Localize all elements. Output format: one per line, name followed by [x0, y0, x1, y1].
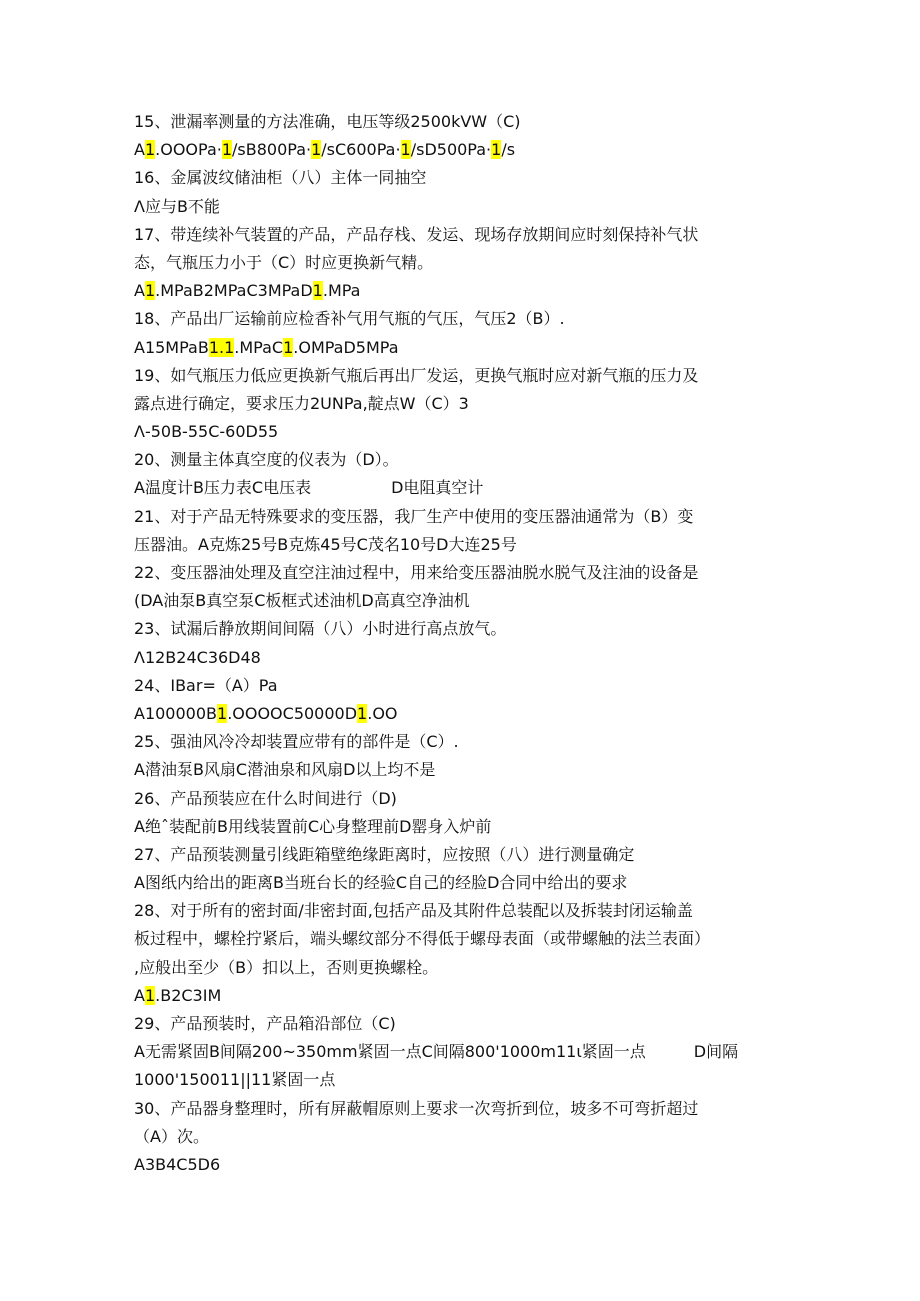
- text-segment: .OOOPa·: [155, 140, 222, 160]
- text-line: [134, 136, 794, 164]
- highlighted-text: 1: [144, 985, 156, 1005]
- text-segment: .MPaC: [234, 337, 284, 357]
- text-segment: A15MPaB: [134, 337, 209, 357]
- text-segment: Λ12B24C36D48: [134, 647, 261, 667]
- text-line: [134, 672, 794, 700]
- text-segment: 1000'150011||11紧固一点: [134, 1070, 336, 1090]
- text-segment: Λ应与B不能: [134, 196, 220, 216]
- highlighted-text: 1: [311, 140, 322, 160]
- text-segment: A100000B: [134, 703, 217, 723]
- text-segment: 30、产品器身整理时，所有屏蔽帽原则上要求一次弯折到位，坡多不可弯折超过: [134, 1098, 699, 1118]
- text-line: [134, 362, 794, 390]
- text-line: [134, 954, 794, 982]
- text-line: [134, 615, 794, 643]
- text-line: [134, 474, 794, 502]
- text-line: [134, 1038, 794, 1066]
- text-line: [134, 644, 794, 672]
- text-segment: A无需紧固B间隔200~350mm紧固一点C间隔800'1000m11ι紧固一点 D间隔: [134, 1042, 739, 1062]
- text-line: [134, 503, 794, 531]
- highlighted-text: 1.1: [208, 337, 235, 357]
- text-line: [134, 756, 794, 784]
- text-line: [134, 1151, 794, 1179]
- text-segment: A: [134, 281, 145, 301]
- text-segment: A潜油泵B风扇C潜油泉和风扇D以上均不是: [134, 760, 436, 780]
- text-line: [134, 531, 794, 559]
- text-line: [134, 1123, 794, 1151]
- text-segment: 露点进行确定，要求压力2UNPa,靛点W（C）3: [134, 393, 469, 413]
- text-segment: ∕s: [501, 140, 516, 160]
- text-segment: (DA油泵B真空泵C板框式述油机D高真空净油机: [134, 591, 470, 611]
- text-segment: 26、产品预装应在什么时间进行（D): [134, 788, 397, 808]
- highlighted-text: 1: [144, 140, 156, 160]
- text-segment: .OO: [367, 703, 398, 723]
- text-segment: ∕sC600Pa·: [321, 140, 401, 160]
- text-line: [134, 700, 794, 728]
- text-segment: ∕sD500Pa·: [410, 140, 492, 160]
- text-line: [134, 869, 794, 897]
- text-segment: 24、IBar=（A）Pa: [134, 675, 278, 695]
- text-segment: ,应般出至少（B）扣以上，否则更换螺栓。: [134, 957, 439, 977]
- text-line: [134, 559, 794, 587]
- text-segment: 28、对于所有的密封面/非密封面,包括产品及其附件总装配以及拆装封闭运输盖: [134, 901, 693, 921]
- text-line: [134, 221, 794, 249]
- text-line: [134, 728, 794, 756]
- text-segment: 23、试漏后静放期间间隔（八）小时进行高点放气。: [134, 619, 507, 639]
- text-line: [134, 982, 794, 1010]
- highlighted-text: 1: [491, 140, 502, 160]
- text-line: [134, 193, 794, 221]
- text-line: [134, 1066, 794, 1094]
- text-line: [134, 587, 794, 615]
- text-segment: 17、带连续补气装置的产品，产品存栈、发运、现场存放期间应时刻保持补气状: [134, 224, 699, 244]
- highlighted-text: 1: [400, 140, 411, 160]
- text-line: [134, 390, 794, 418]
- text-segment: Λ-50B-55C-60D55: [134, 422, 279, 442]
- text-segment: 29、产品预装时，产品箱沿部位（C): [134, 1014, 396, 1033]
- text-segment: A: [134, 140, 145, 160]
- text-segment: 态，气瓶压力小于（C）时应更换新气精。: [134, 252, 434, 272]
- text-line: [134, 249, 794, 277]
- text-line: [134, 164, 794, 192]
- text-line: [134, 813, 794, 841]
- text-segment: ∕sB800Pa·: [232, 140, 312, 160]
- text-line: [134, 1010, 794, 1038]
- text-segment: 18、产品出厂运输前应检香补气用气瓶的气压，气压2（B）.: [134, 309, 565, 329]
- text-line: [134, 1095, 794, 1123]
- text-segment: 19、如气瓶压力低应更换新气瓶后再出厂发运，更换气瓶时应对新气瓶的压力及: [134, 365, 699, 385]
- text-line: [134, 334, 794, 362]
- text-segment: .MPaB2MPaC3MPaD: [155, 281, 313, 301]
- text-segment: 25、强油风冷冷却装置应带有的部件是（C）.: [134, 732, 459, 752]
- text-line: [134, 108, 794, 136]
- highlighted-text: 1: [283, 337, 294, 357]
- highlighted-text: 1: [144, 281, 156, 301]
- text-segment: （A）次。: [134, 1126, 209, 1146]
- text-line: [134, 841, 794, 869]
- text-line: [134, 305, 794, 333]
- text-segment: 22、变压器油处理及直空注油过程中，用来给变压器油脱水脱气及注油的设备是: [134, 563, 699, 582]
- text-line: [134, 925, 794, 953]
- text-segment: 20、测量主体真空度的仪表为（D）。: [134, 450, 399, 470]
- text-line: [134, 446, 794, 474]
- text-segment: 16、金属波纹储油柜（八）主体一同抽空: [134, 168, 427, 188]
- text-segment: A3B4C5D6: [134, 1154, 221, 1174]
- text-segment: .MPa: [322, 281, 361, 301]
- text-segment: 27、产品预装测量引线距箱壁绝缘距离时，应按照（八）进行测量确定: [134, 844, 635, 864]
- text-segment: 15、泄漏率测量的方法准确，电压等级2500kVW（C): [134, 112, 521, 131]
- text-line: [134, 418, 794, 446]
- text-line: [134, 785, 794, 813]
- text-segment: .OOOOC50000D: [227, 703, 358, 723]
- text-segment: A温度计B压力表C电压表 D电阻真空计: [134, 478, 484, 498]
- text-line: [134, 277, 794, 305]
- text-segment: 压器油。A克炼25号B克炼45号C茂名10号D大连25号: [134, 534, 517, 554]
- text-segment: A: [134, 985, 145, 1005]
- highlighted-text: 1: [217, 703, 228, 723]
- text-segment: 21、对于产品无特殊要求的变压器，我厂生产中使用的变压器油通常为（B）变: [134, 506, 694, 526]
- highlighted-text: 1: [312, 281, 323, 301]
- text-segment: 板过程中，螺栓拧紧后，端头螺纹部分不得低于螺母表面（或带螺触的法兰表面）: [134, 929, 711, 949]
- text-segment: A绝ˆ装配前B用线装置前C心身整理前D罂身入炉前: [134, 816, 492, 836]
- text-line: [134, 897, 794, 925]
- highlighted-text: 1: [221, 140, 233, 160]
- highlighted-text: 1: [357, 703, 368, 723]
- text-segment: A图纸内给出的距离B当班台长的经验C自己的经脸D合同中给出的要求: [134, 873, 628, 893]
- text-segment: .B2C3IM: [155, 985, 222, 1005]
- text-segment: .OMPaD5MPa: [293, 337, 399, 357]
